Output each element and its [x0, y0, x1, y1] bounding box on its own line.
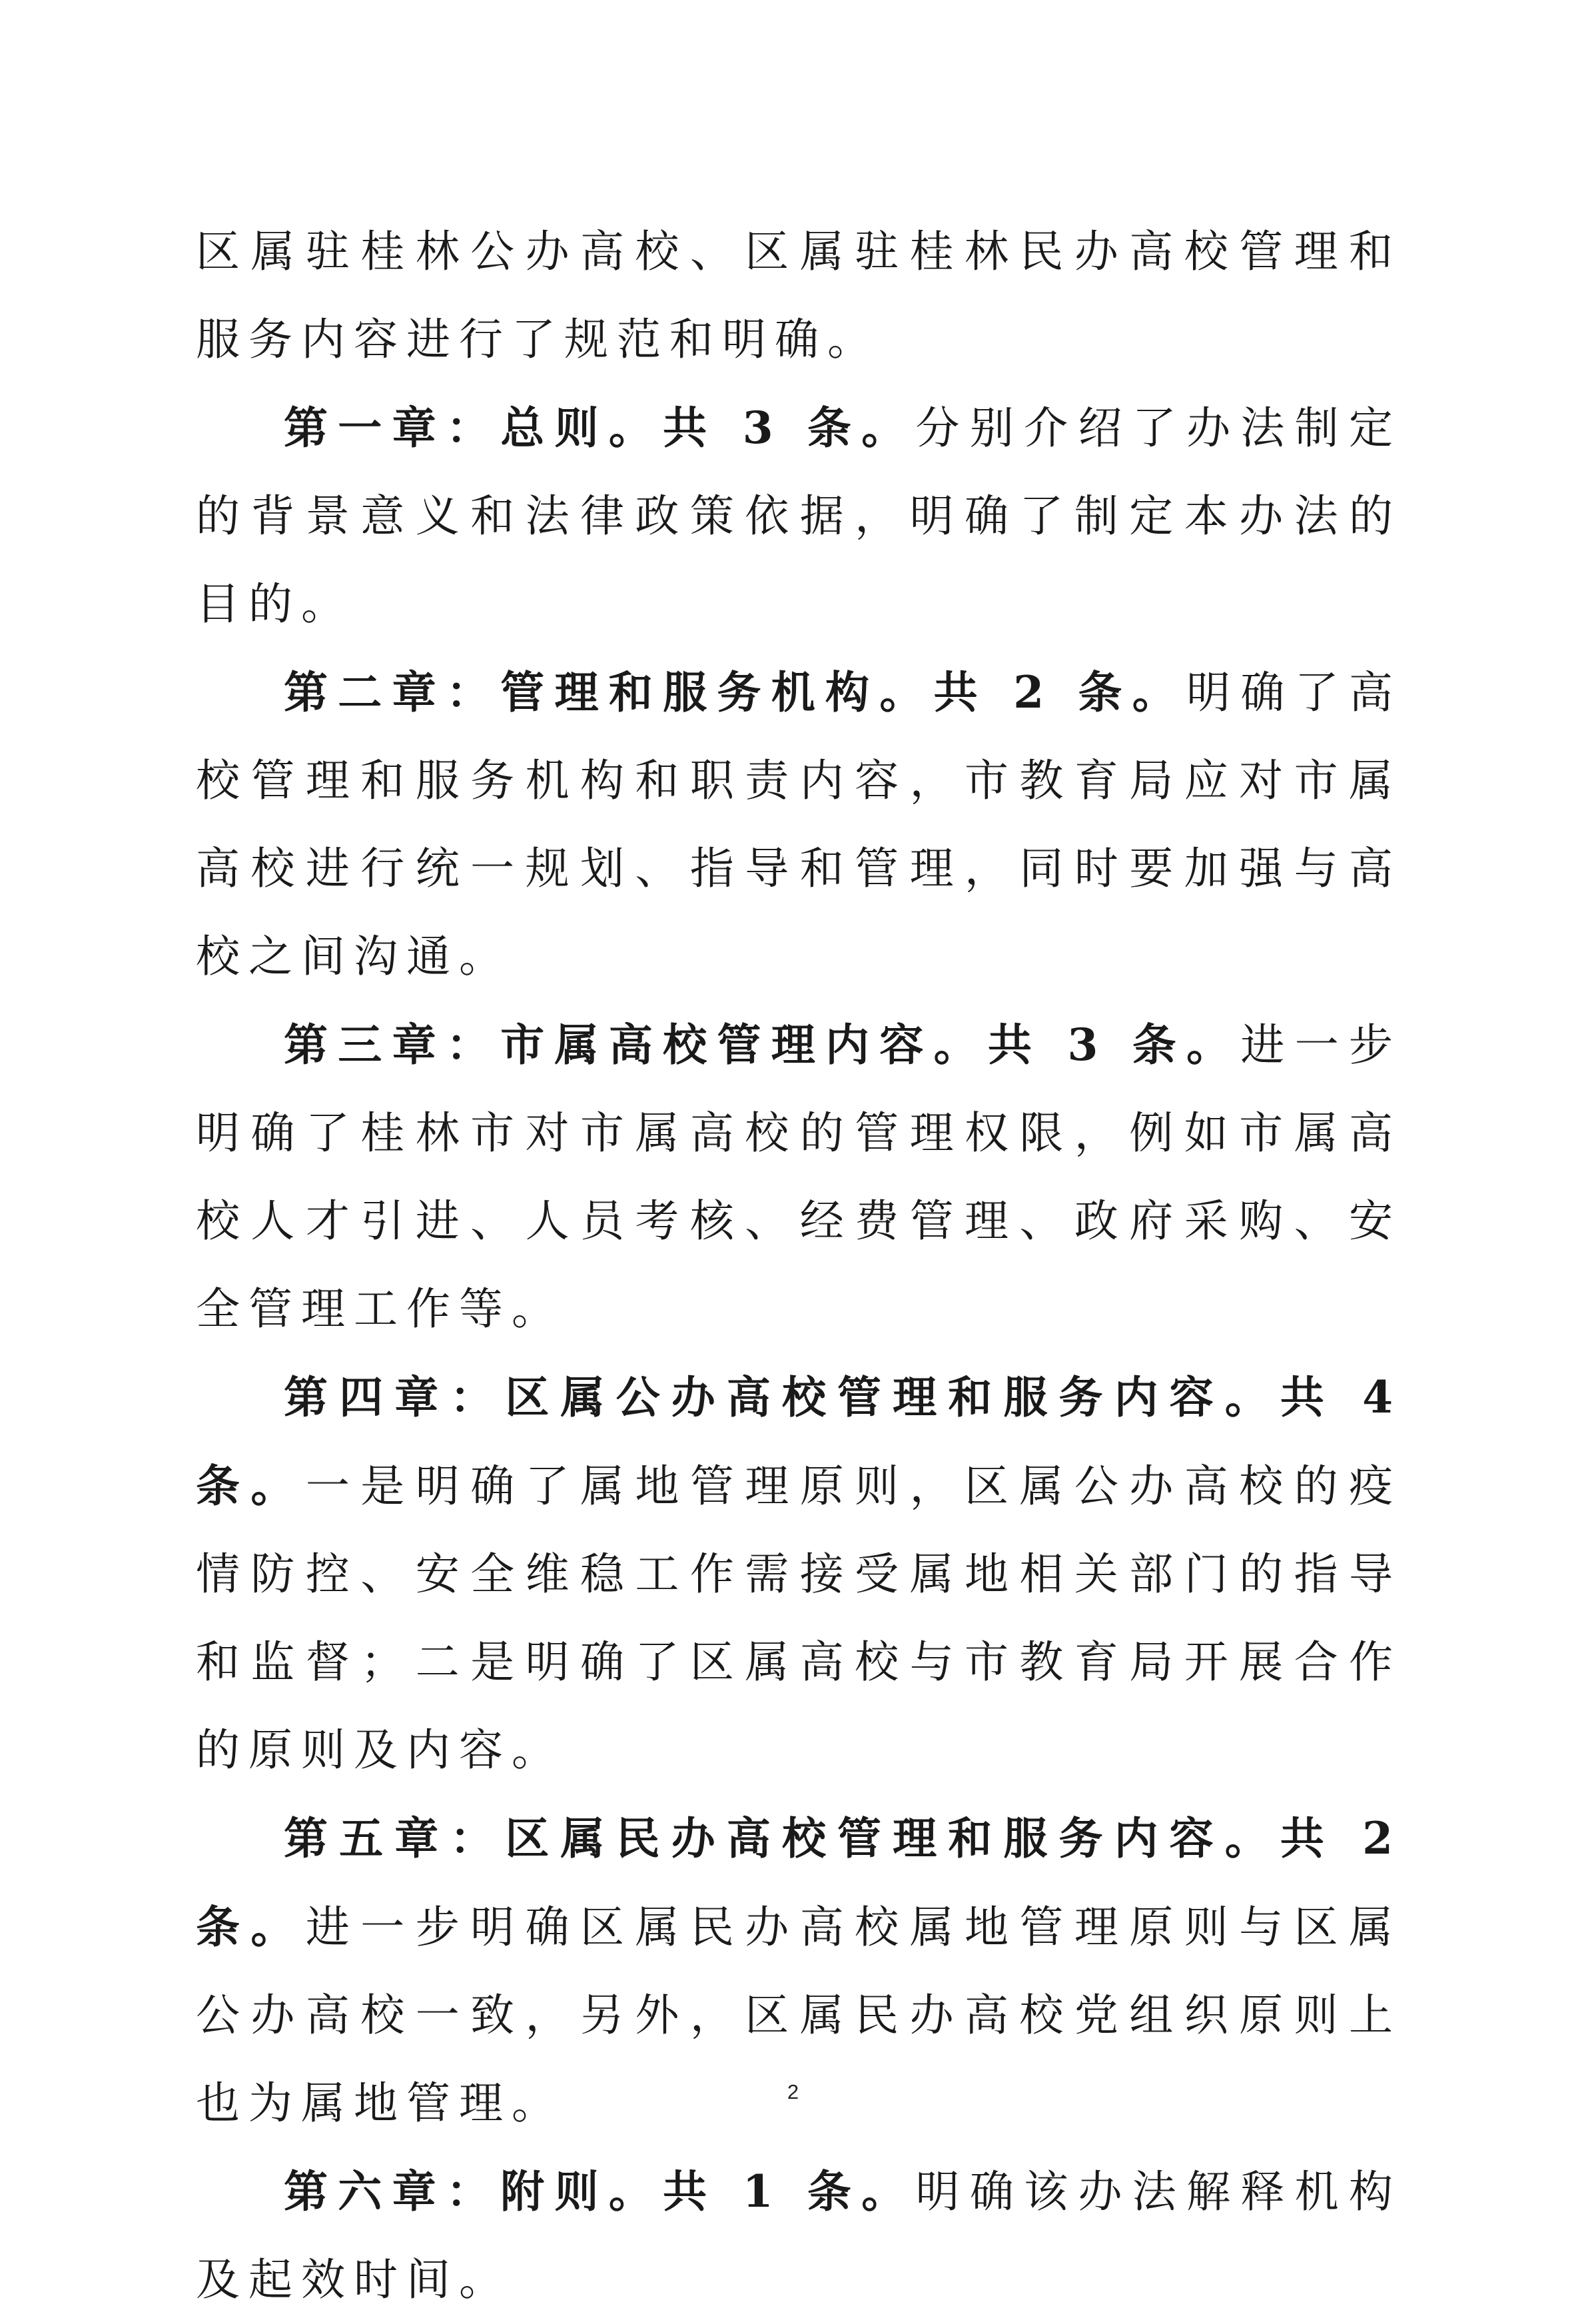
paragraph-text: 进一步明确区属民办高校属地管理原则与区属公办高校一致，另外，区属民办高校党组织原则上也为属地管理。	[196, 1902, 1402, 2129]
paragraph-chapter-3	[196, 1001, 1401, 1353]
paragraph-chapter-4	[196, 1353, 1401, 1794]
paragraph-chapter-2	[196, 648, 1401, 1001]
paragraph-text: 分别介绍了办法制定的背景意义和法律政策依据，明确了制定本办法的目的。	[196, 402, 1401, 630]
chapter-heading: 第四章：区属公办高校管理和服务内容。共 4 条。	[196, 1371, 1401, 1512]
paragraph-chapter-6	[196, 2147, 1401, 2324]
chapter-heading: 第二章：管理和服务机构。共 2 条。	[284, 666, 1187, 718]
paragraph-text: 区属驻桂林公办高校、区属驻桂林民办高校管理和服务内容进行了规范和明确。	[196, 226, 1401, 365]
chapter-heading: 第三章：市属高校管理内容。共 3 条。	[284, 1019, 1241, 1071]
paragraph-text: 一是明确了属地管理原则，区属公办高校的疫情防控、安全维稳工作需接受属地相关部门的指导和监督；二是明确了区属高校与市教育局开展合作的原则及内容。	[196, 1460, 1402, 1776]
chapter-heading: 第五章：区属民办高校管理和服务内容。共 2 条。	[196, 1812, 1401, 1953]
paragraph-chapter-1	[196, 384, 1401, 648]
document-body	[196, 208, 1401, 2324]
paragraph-text: 明确该办法解释机构及起效时间。	[196, 2166, 1401, 2305]
chapter-heading: 第六章：附则。共 1 条。	[284, 2165, 916, 2217]
paragraph-continuation	[196, 208, 1401, 384]
chapter-heading: 第一章：总则。共 3 条。	[284, 402, 916, 454]
paragraph-text: 明确了高校管理和服务机构和职责内容，市教育局应对市属高校进行统一规划、指导和管理，同时要加强与高校之间沟通。	[196, 667, 1401, 982]
page-number: 2	[787, 2080, 799, 2103]
paragraph-text: 进一步明确了桂林市对市属高校的管理权限，例如市属高校人才引进、人员考核、经费管理、政府采购、安全管理工作等。	[196, 1019, 1402, 1335]
